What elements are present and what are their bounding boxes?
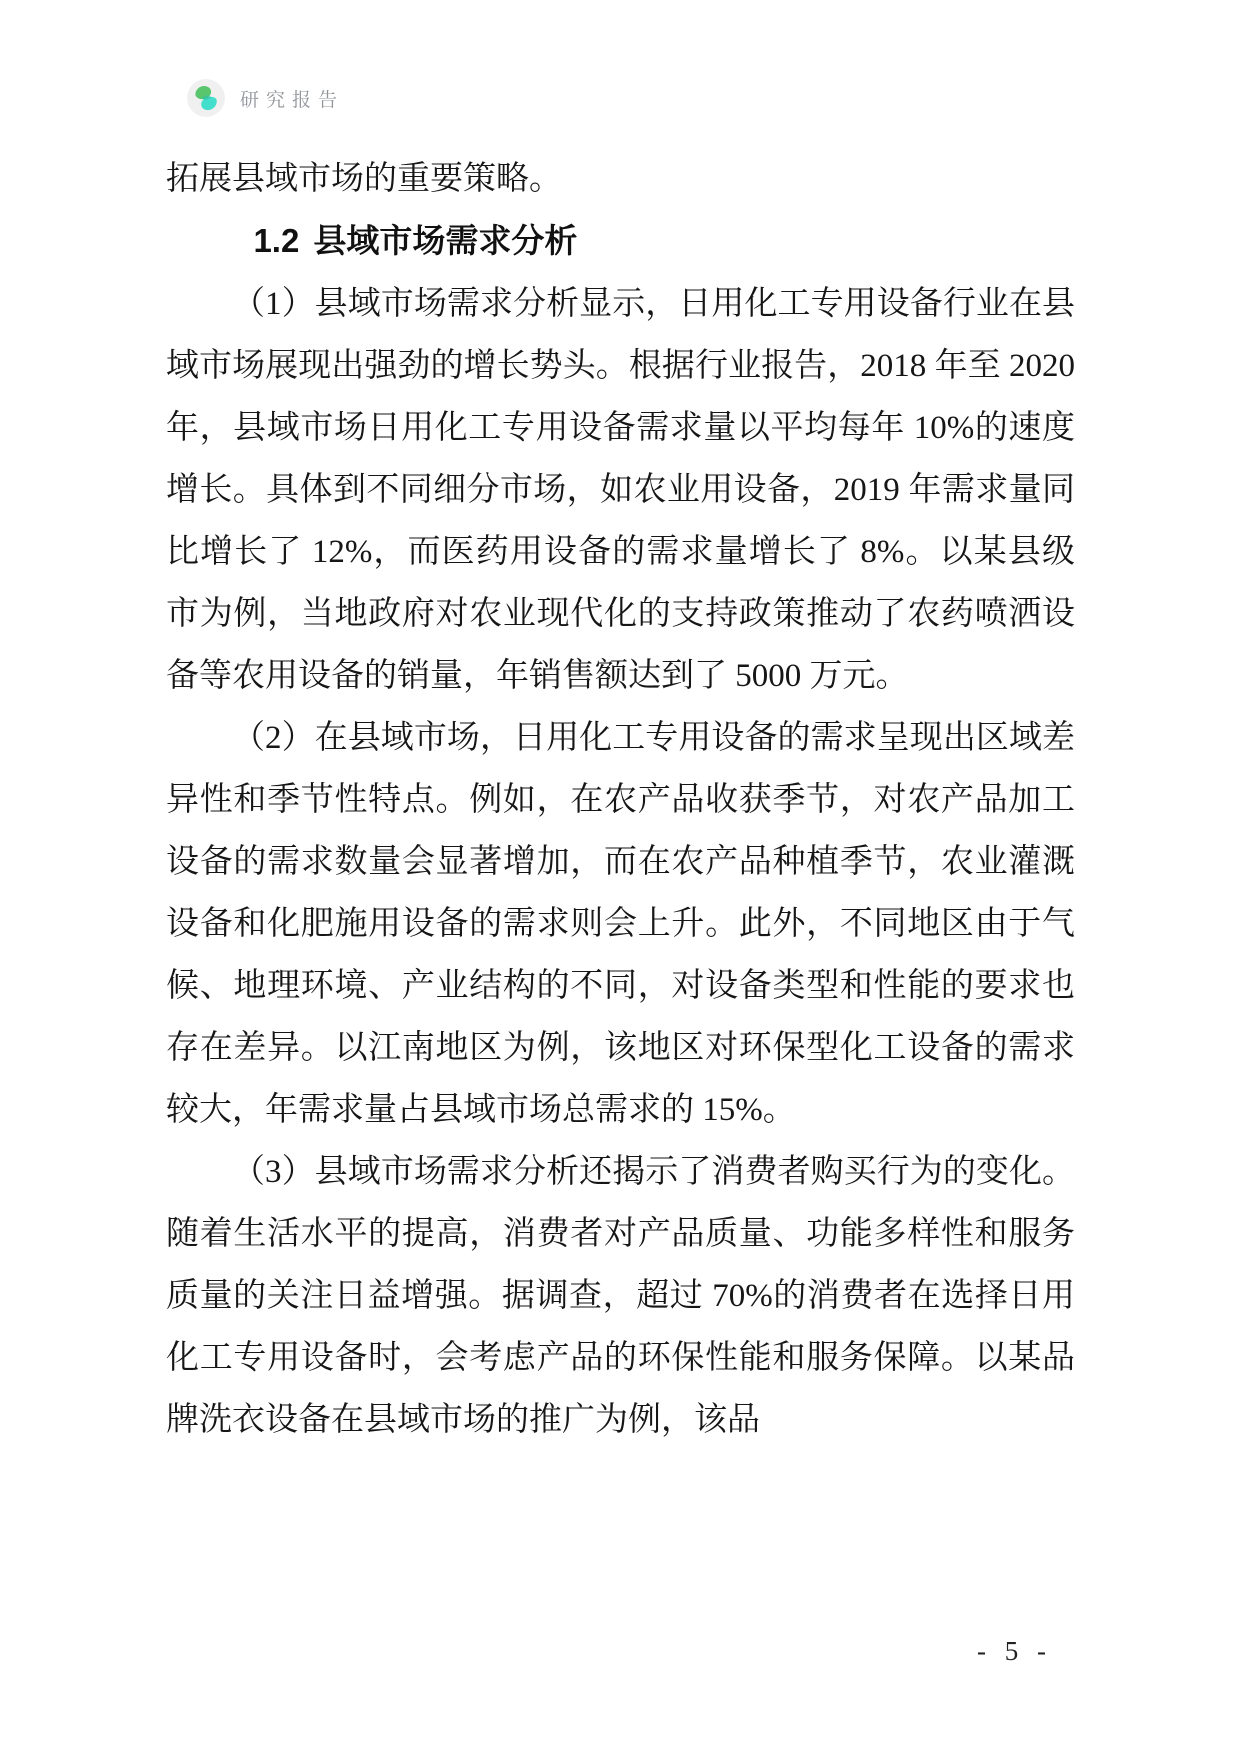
brand-logo-icon	[186, 78, 226, 118]
paragraph-2: （2）在县域市场，日用化工专用设备的需求呈现出区域差异性和季节性特点。例如，在农产品收获季节，对农产品加工设备的需求数量会显著增加，而在农产品种植季节，农业灌溉设备和化肥施用设备的需求则会上升。此外，不同地区由于气候、地理环境、产业结构的不同，对设备类型和性能的要求也存在差异。以江南地区为例，该地区对环保型化工设备的需求较大，年需求量占县域市场总需求的 15%。	[166, 720, 1075, 1128]
section-number: 1.2	[253, 222, 300, 259]
page-footer	[0, 1636, 1052, 1667]
paragraph-3: （3）县域市场需求分析还揭示了消费者购买行为的变化。随着生活水平的提高，消费者对产品质量、功能多样性和服务质量的关注日益增强。据调查，超过 70%的消费者在选择日用化工专用设备时，会考虑产品的环保性能和服务保障。以某品牌洗衣设备在县域市场的推广为例，该品	[166, 1154, 1075, 1438]
page-number: - 5 -	[977, 1636, 1052, 1666]
section-heading	[166, 210, 1075, 273]
section-title: 县域市场需求分析	[313, 224, 578, 260]
document-body	[166, 148, 1075, 1451]
paragraph-continuation: 拓展县域市场的重要策略。	[166, 161, 562, 197]
brand-name: 研究报告	[240, 89, 345, 111]
paragraph-1: （1）县域市场需求分析显示，日用化工专用设备行业在县域市场展现出强劲的增长势头。根据行业报告，2018 年至 2020 年，县域市场日用化工专用设备需求量以平均每年 10%的速度增长。具体到不同细分市场，如农业用设备，2019 年需求量同比增长了 12%，而医药用设备的需求量增长了 8%。以某县级市为例，当地政府对农业现代化的支持政策推动了农药喷洒设备等农用设备的销量，年销售额达到了 5000 万元。	[166, 286, 1075, 694]
report-header	[186, 78, 344, 118]
